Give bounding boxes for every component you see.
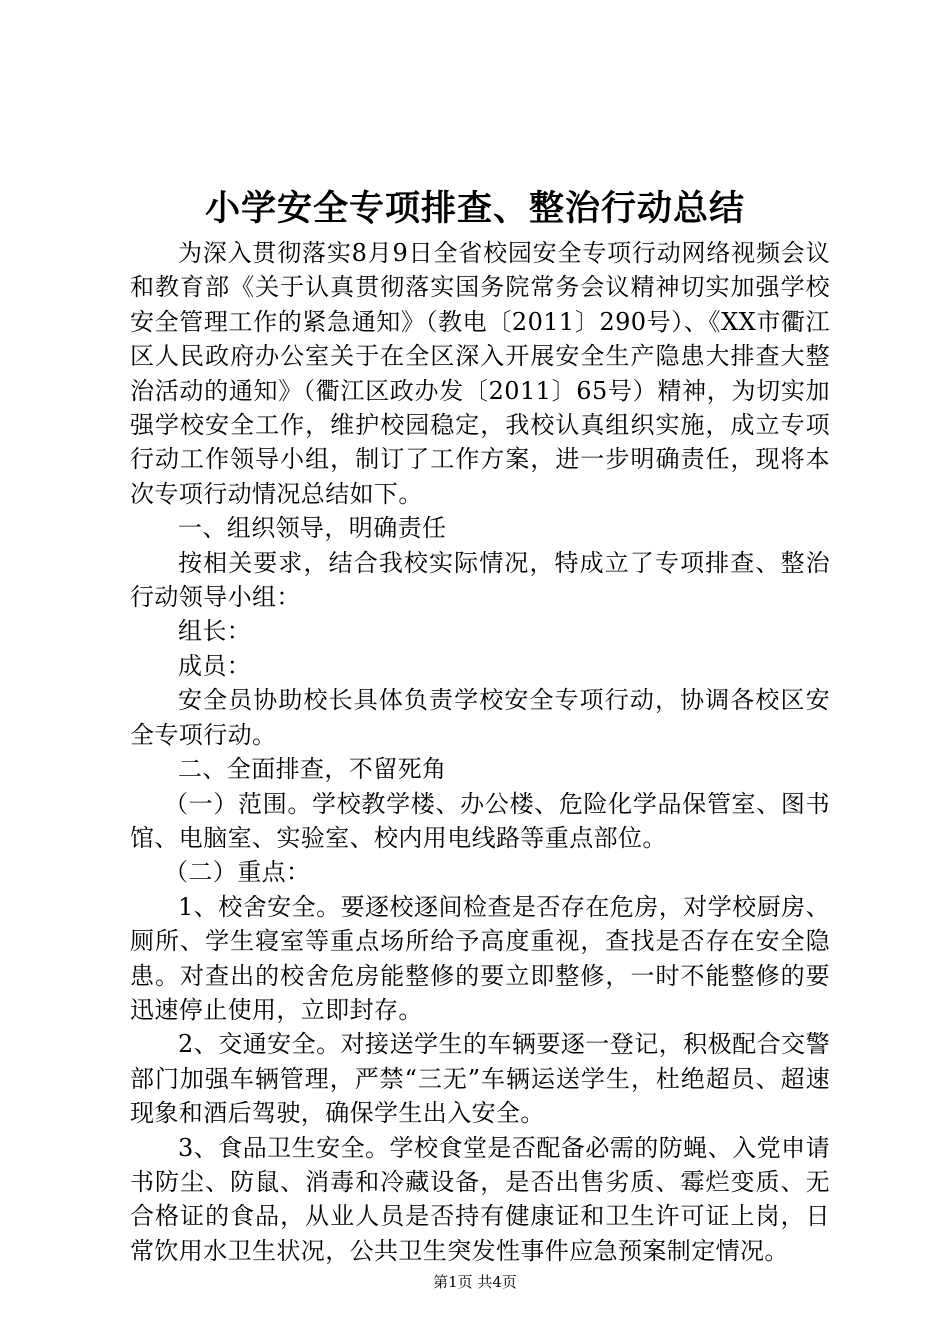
paragraph-safety-officer: 安全员协助校长具体负责学校安全专项行动，协调各校区安全专项行动。 [130,686,830,749]
paragraph-food-safety: 3、食品卫生安全。学校食堂是否配备必需的防蝇、入党申请书防尘、防鼠、消毒和冷藏设备，是否出售劣质、霉烂变质、无合格证的食品，从业人员是否持有健康证和卫生许可证上岗，日常饮用水卫生状况，公共卫生突发性事件应急预案制定情况。 [130,1133,830,1265]
section-heading-2: 二、全面排查，不留死角 [178,755,447,784]
paragraph-scope: （一）范围。学校教学楼、办公楼、危险化学品保管室、图书馆、电脑室、实验室、校内用电线路等重点部位。 [130,789,830,852]
paragraph-group-members: 成员： [178,651,252,680]
section-heading-1: 一、组织领导，明确责任 [178,514,447,543]
document-title: 小学安全专项排查、整治行动总结 [204,188,745,229]
page-footer: 第1页 共4页 [433,1273,517,1291]
paragraph-group-setup: 按相关要求，结合我校实际情况，特成立了专项排查、整治行动领导小组： [130,548,830,612]
paragraph-building-safety: 1、校舍安全。要逐校逐间检查是否存在危房，对学校厨房、厕所、学生寝室等重点场所给予高度重视，查找是否存在安全隐患。对查出的校舍危房能整修的要立即整修，一时不能整修的要迅速停止使用，立即封存。 [130,892,830,1024]
paragraph-group-leader: 组长： [178,617,252,646]
document-body [130,236,830,1268]
paragraph-traffic-safety: 2、交通安全。对接送学生的车辆要逐一登记，积极配合交警部门加强车辆管理，严禁“三无”车辆运送学生，杜绝超员、超速现象和酒后驾驶，确保学生出入安全。 [130,1030,830,1128]
paragraph-intro: 为深入贯彻落实8月9日全省校园安全专项行动网络视频会议和教育部《关于认真贯彻落实国务院常务会议精神切实加强学校安全管理工作的紧急通知》（教电〔2011〕290号）、《XX市衢江区人民政府办公室关于在全区深入开展安全生产隐患大排查大整治活动的通知》（衢江区政办发〔2011〕65号）精神，为切实加强学校安全工作，维护校园稳定，我校认真组织实施，成立专项行动工作领导小组，制订了工作方案，进一步明确责任，现将本次专项行动情况总结如下。 [130,239,830,508]
paragraph-focus-heading: （二）重点： [164,858,311,887]
